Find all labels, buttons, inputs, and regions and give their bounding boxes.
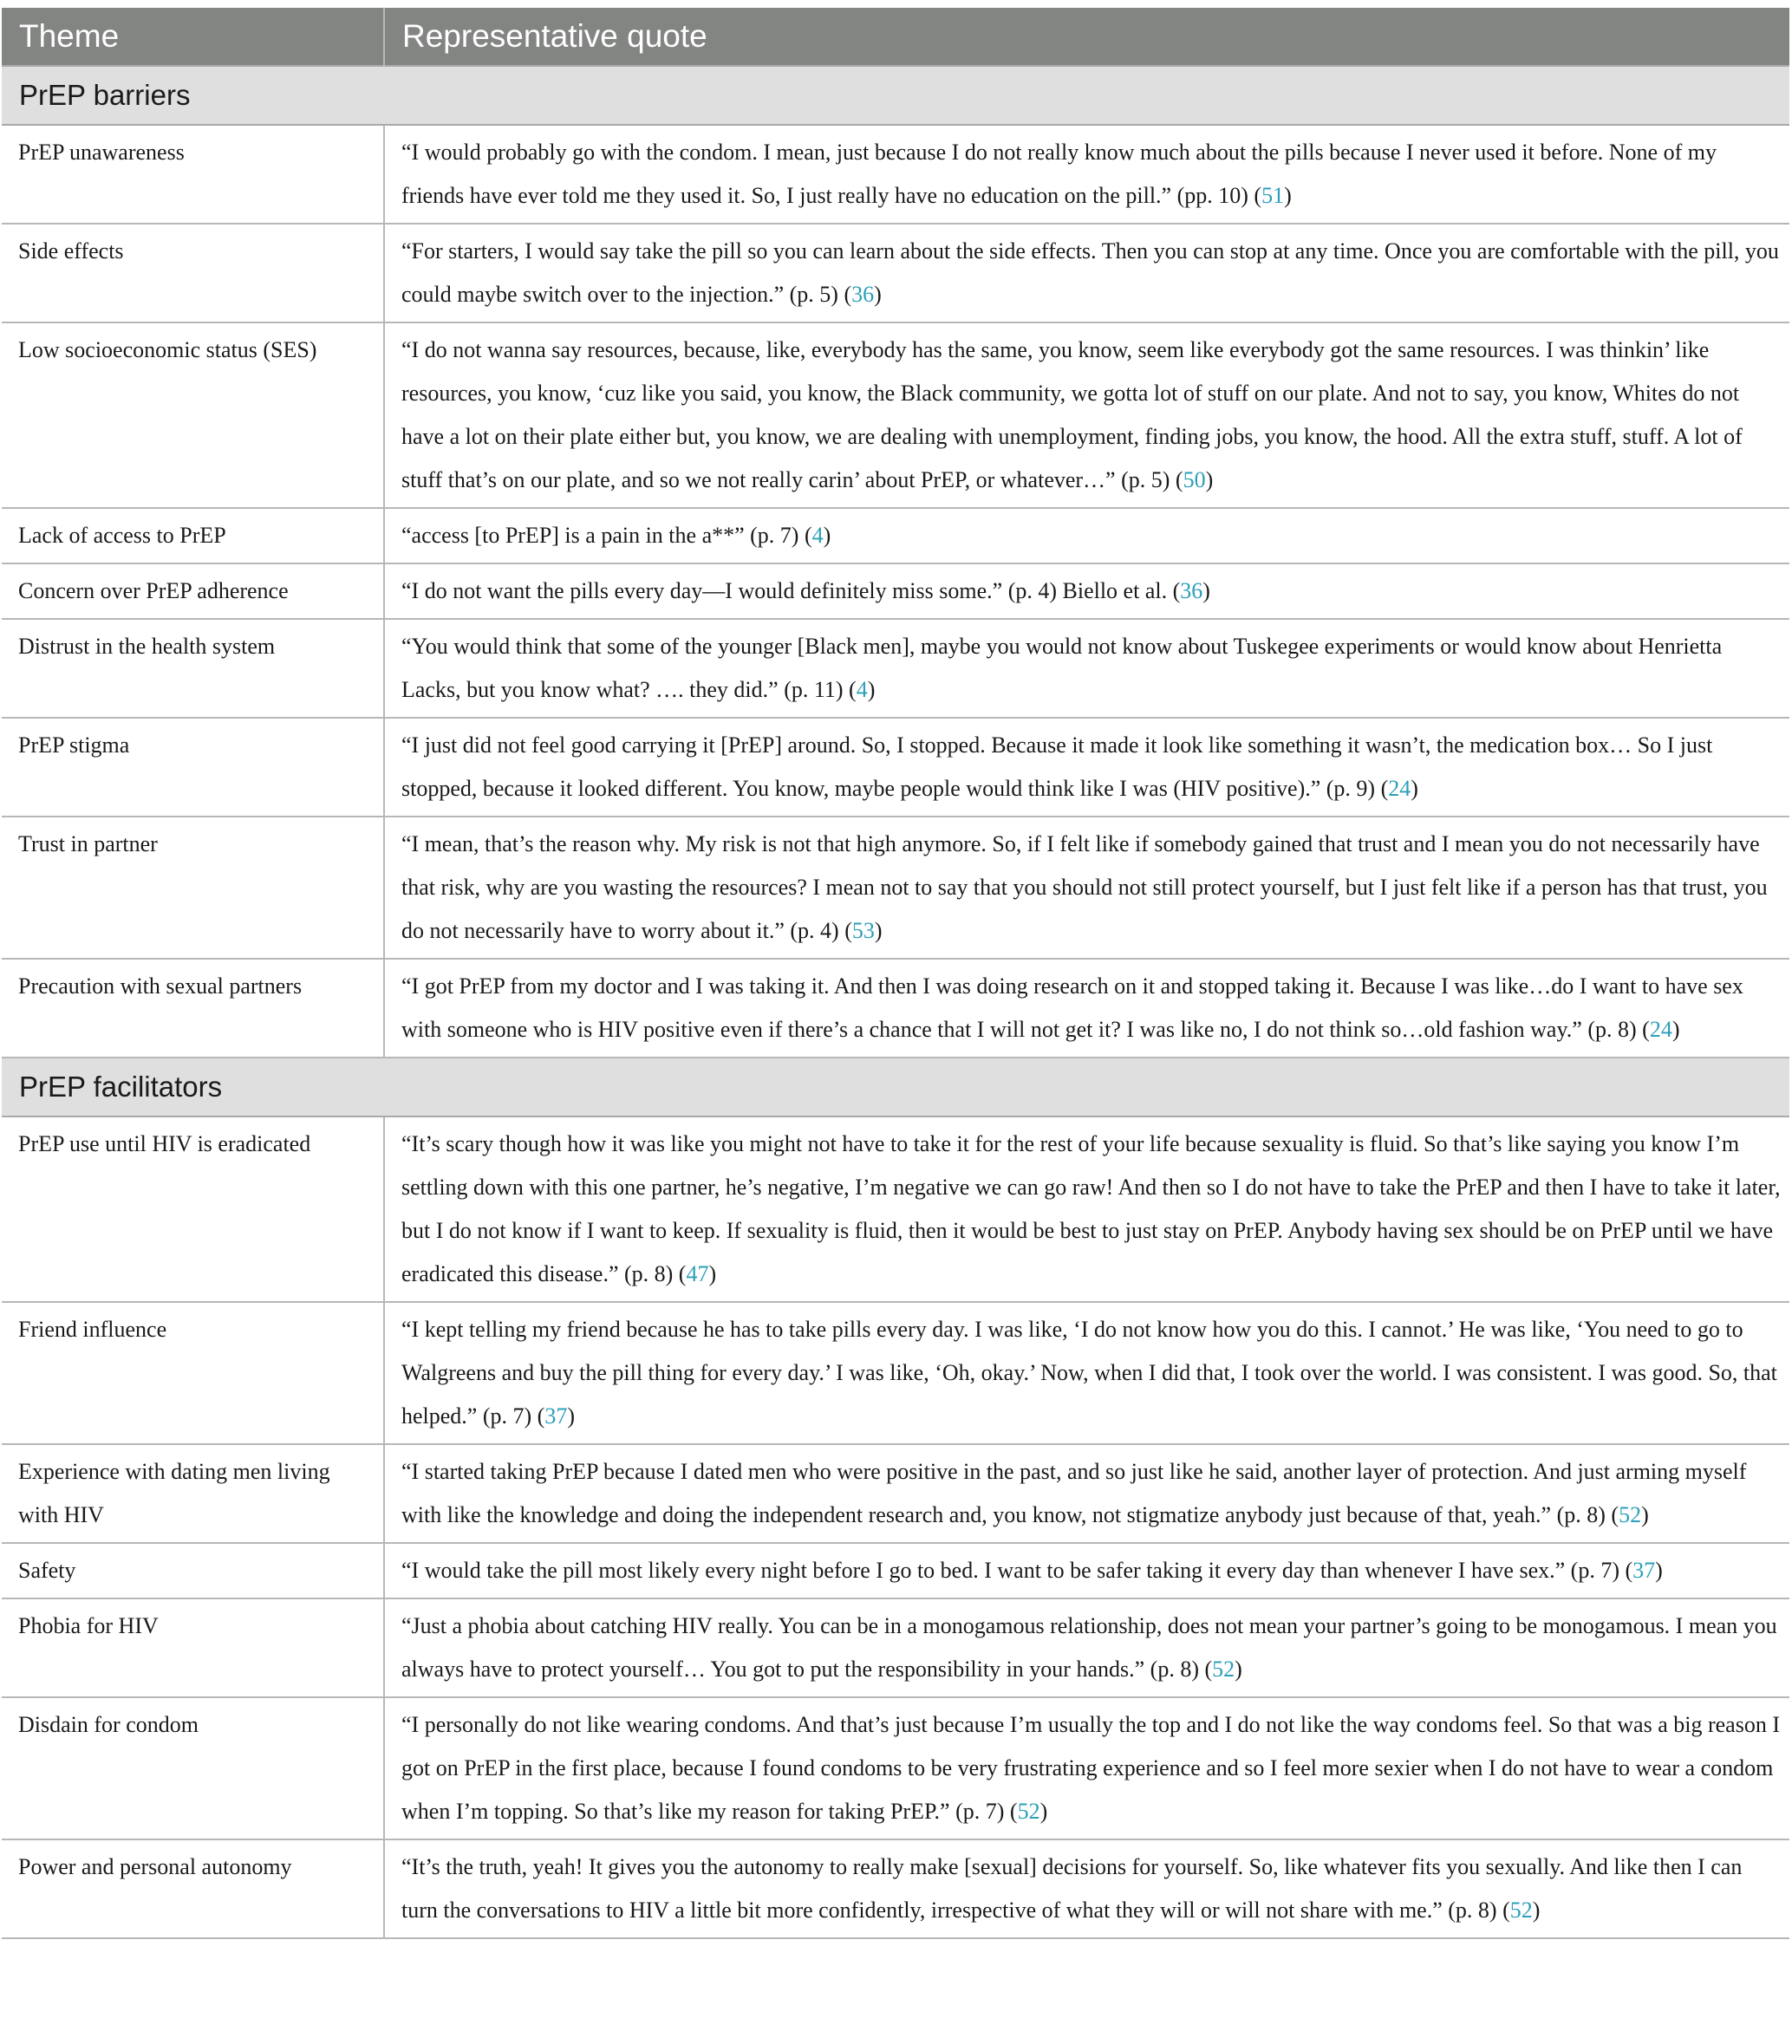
quote-cell — [384, 508, 1789, 563]
table-row-low-ses — [2, 322, 1789, 508]
reference-link[interactable]: 50 — [1183, 467, 1206, 492]
quote-cell — [384, 1598, 1789, 1697]
reference-link[interactable]: 36 — [1180, 578, 1203, 603]
reference-link[interactable]: 4 — [856, 677, 868, 702]
quote-text: “I just did not feel good carrying it [PrEP] around. So, I stopped. Because it made it look like something it wasn’t, the medication box… So I just stopped, because it looked different. You know, maybe people would think like I was (HIV positive).” (p. 9) ( — [401, 732, 1713, 801]
theme-cell: Safety — [2, 1543, 384, 1598]
section-title: PrEP facilitators — [2, 1058, 1789, 1116]
table-header-row — [2, 8, 1789, 66]
reference-link[interactable]: 24 — [1388, 776, 1411, 801]
quote-cell — [384, 1543, 1789, 1598]
theme-cell: PrEP unawareness — [2, 125, 384, 224]
table-row-phobia-for-hiv — [2, 1598, 1789, 1697]
quote-text: “Just a phobia about catching HIV really. You can be in a monogamous relationship, does not mean your partner’s going to be monogamous. I mean you always have to protect yourself… You got to put the responsibility in your hands.” (p. 8) ( — [401, 1613, 1777, 1682]
quote-closing-paren: ) — [567, 1403, 575, 1429]
theme-cell: Experience with dating men living with HIV — [2, 1444, 384, 1543]
quote-text: “I do not wanna say resources, because, like, everybody has the same, you know, seem like everybody got the same resources. I was thinkin’ like resources, you know, ‘cuz like you said, you know, the Black community, we gotta lot of stuff on our plate. And not to say, you know, Whites do not have a lot on their plate either but, you know, we are dealing with unemployment, finding jobs, you know, the hood. All the extra stuff, stuff. A lot of stuff that’s on our plate, and so we not really carin’ about PrEP, or whatever…” (p. 5) ( — [401, 337, 1743, 492]
quote-cell — [384, 1444, 1789, 1543]
quote-cell — [384, 718, 1789, 817]
quote-closing-paren: ) — [1284, 183, 1292, 208]
section-title: PrEP barriers — [2, 66, 1789, 125]
quote-closing-paren: ) — [1411, 776, 1418, 801]
quote-cell — [384, 1302, 1789, 1444]
reference-link[interactable]: 37 — [544, 1403, 568, 1429]
quote-text: “I would take the pill most likely every night before I go to bed. I want to be safer taking it every day than whenever I have sex.” (p. 7) ( — [401, 1558, 1633, 1583]
quote-closing-paren: ) — [1039, 1799, 1048, 1824]
quote-cell — [384, 1839, 1789, 1938]
quote-text: “I got PrEP from my doctor and I was taking it. And then I was doing research on it and stopped taking it. Because I was like…do I want to have sex with someone who is HIV positive even if there’s a chance that I will not get it? I was like no, I do not think so…old fashion way.” (p. 8) ( — [401, 973, 1743, 1042]
theme-cell: PrEP stigma — [2, 718, 384, 817]
quote-cell — [384, 322, 1789, 508]
themes-table — [2, 8, 1789, 1939]
quote-cell — [384, 619, 1789, 718]
reference-link[interactable]: 51 — [1261, 183, 1285, 208]
header-quote: Representative quote — [384, 8, 1789, 66]
theme-cell: Side effects — [2, 224, 384, 322]
quote-text: “I started taking PrEP because I dated men who were positive in the past, and so just like he said, another layer of protection. And just arming myself with like the knowledge and doing the independent research and, you know, not stigmatize anybody just because of that, yeah.” (p. 8) ( — [401, 1459, 1747, 1527]
table-row-prep-unawareness — [2, 125, 1789, 224]
quote-cell — [384, 817, 1789, 959]
table-row-trust-in-partner — [2, 817, 1789, 959]
table-body — [2, 66, 1789, 1938]
reference-link[interactable]: 37 — [1632, 1558, 1656, 1583]
reference-link[interactable]: 52 — [1017, 1799, 1040, 1824]
quote-cell — [384, 1697, 1789, 1839]
quote-cell — [384, 224, 1789, 322]
table-row-power-autonomy — [2, 1839, 1789, 1938]
quote-text: “I kept telling my friend because he has to take pills every day. I was like, ‘I do not know how you do this. I cannot.’ He was like, ‘You need to go to Walgreens and buy the pill thing for every day.’ I was like, ‘Oh, okay.’ Now, when I did that, I took over the world. I was consistent. I was good. So, that helped.” (p. 7) ( — [401, 1317, 1777, 1429]
quote-text: “You would think that some of the younger [Black men], maybe you would not know about Tuskegee experiments or would know about Henrietta Lacks, but you know what? …. they did.” (p. 11) ( — [401, 634, 1723, 702]
reference-link[interactable]: 52 — [1619, 1502, 1642, 1527]
table-row-prep-stigma — [2, 718, 1789, 817]
quote-closing-paren: ) — [1671, 1017, 1680, 1042]
quote-cell — [384, 125, 1789, 224]
quote-text: “It’s scary though how it was like you might not have to take it for the rest of your life because sexuality is fluid. So that’s like saying you know I’m settling down with this one partner, he’s negative, I’m negative we can go raw! And then so I do not have to take the PrEP and then I have to take it later, but I do not know if I want to keep. If sexuality is fluid, then it would be best to just stay on PrEP. Anybody having sex should be on PrEP until we have eradicated this disease.” (p. 8) ( — [401, 1131, 1781, 1286]
header-theme: Theme — [2, 8, 384, 66]
table-row-precaution-sexual-partners — [2, 959, 1789, 1058]
reference-link[interactable]: 36 — [851, 282, 875, 307]
theme-cell: Friend influence — [2, 1302, 384, 1444]
quote-closing-paren: ) — [708, 1261, 717, 1286]
quote-closing-paren: ) — [1655, 1558, 1663, 1583]
theme-cell: Disdain for condom — [2, 1697, 384, 1839]
theme-cell: PrEP use until HIV is eradicated — [2, 1116, 384, 1302]
quote-closing-paren: ) — [823, 523, 831, 548]
quote-text: “It’s the truth, yeah! It gives you the autonomy to really make [sexual] decisions for yourself. So, like whatever fits you sexually. And like then I can turn the conversations to HIV a little bit more confidently, irrespective of what they will or will not share with me.” (p. 8) ( — [401, 1854, 1743, 1923]
table-row-safety — [2, 1543, 1789, 1598]
quote-closing-paren: ) — [1532, 1898, 1541, 1923]
table-row-dating-men-with-hiv — [2, 1444, 1789, 1543]
section-header-row — [2, 66, 1789, 125]
quote-closing-paren: ) — [1202, 578, 1210, 603]
quote-closing-paren: ) — [867, 677, 876, 702]
quote-cell — [384, 1116, 1789, 1302]
table-row-use-until-eradicated — [2, 1116, 1789, 1302]
quote-closing-paren: ) — [1641, 1502, 1649, 1527]
table-row-lack-of-access — [2, 508, 1789, 563]
quote-cell — [384, 563, 1789, 619]
quote-text: “I do not want the pills every day—I would definitely miss some.” (p. 4) Biello et al. ( — [401, 578, 1181, 603]
table-row-friend-influence — [2, 1302, 1789, 1444]
quote-text: “I personally do not like wearing condoms. And that’s just because I’m usually the top and I do not like the way condoms feel. So that was a big reason I got on PrEP in the first place, because I found condoms to be very frustrating experience and so I feel more sexier when I do not have to wear a condom when I’m topping. So that’s like my reason for taking PrEP.” (p. 7) ( — [401, 1712, 1780, 1824]
quote-closing-paren: ) — [1205, 467, 1214, 492]
reference-link[interactable]: 52 — [1212, 1657, 1235, 1682]
reference-link[interactable]: 47 — [686, 1261, 709, 1286]
table-row-adherence-concern — [2, 563, 1789, 619]
theme-cell: Low socioeconomic status (SES) — [2, 322, 384, 508]
table-row-side-effects — [2, 224, 1789, 322]
reference-link[interactable]: 53 — [851, 918, 875, 943]
quote-text: “For starters, I would say take the pill so you can learn about the side effects. Then you can stop at any time. Once you are comfortable with the pill, you could maybe switch over to the injection.” (p. 5) ( — [401, 238, 1779, 307]
theme-cell: Trust in partner — [2, 817, 384, 959]
quote-closing-paren: ) — [874, 282, 882, 307]
table-row-distrust-health-system — [2, 619, 1789, 718]
quote-text: “I mean, that’s the reason why. My risk is not that high anymore. So, if I felt like if somebody gained that trust and I mean you do not necessarily have that risk, why are you wasting the resources? I mean not to say that you should not still protect yourself, but I just felt like if a person has that trust, you do not necessarily have to worry about it.” (p. 4) ( — [401, 831, 1768, 943]
section-header-row — [2, 1058, 1789, 1116]
theme-cell: Power and personal autonomy — [2, 1839, 384, 1938]
quote-closing-paren: ) — [1235, 1657, 1242, 1682]
reference-link[interactable]: 52 — [1509, 1898, 1533, 1923]
quote-text: “access [to PrEP] is a pain in the a**” (p. 7) ( — [401, 523, 812, 548]
reference-link[interactable]: 24 — [1649, 1017, 1672, 1042]
table-row-disdain-for-condom — [2, 1697, 1789, 1839]
quote-cell — [384, 959, 1789, 1058]
theme-cell: Distrust in the health system — [2, 619, 384, 718]
theme-cell: Lack of access to PrEP — [2, 508, 384, 563]
theme-cell: Precaution with sexual partners — [2, 959, 384, 1058]
quote-text: “I would probably go with the condom. I mean, just because I do not really know much about the pills because I never used it before. None of my friends have ever told me they used it. So, I just really have no education on the pill.” (pp. 10) ( — [401, 140, 1717, 208]
reference-link[interactable]: 4 — [811, 523, 824, 548]
theme-cell: Phobia for HIV — [2, 1598, 384, 1697]
quote-closing-paren: ) — [874, 918, 883, 943]
theme-cell: Concern over PrEP adherence — [2, 563, 384, 619]
